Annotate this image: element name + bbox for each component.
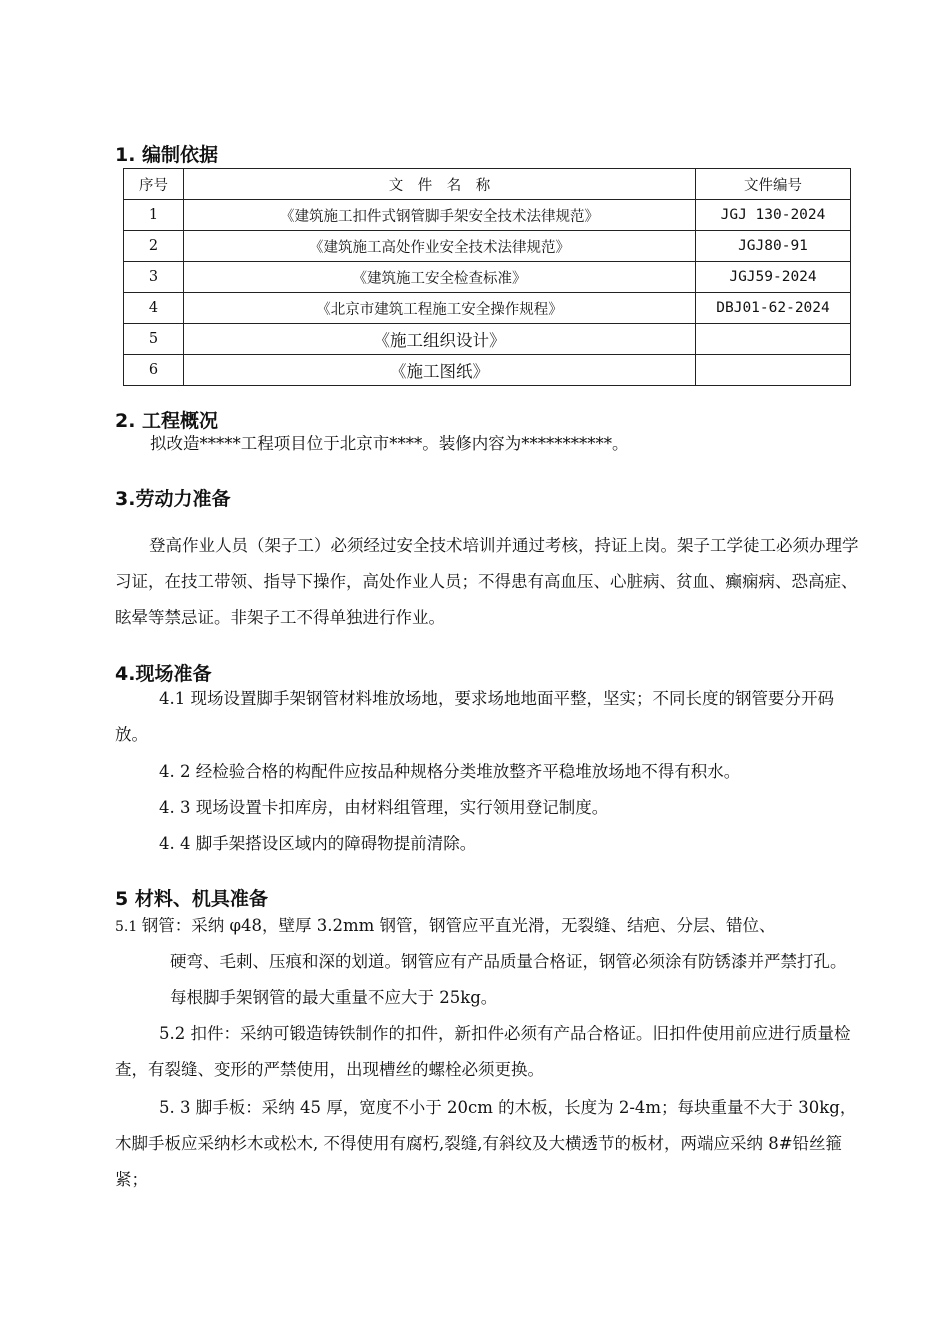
row-code: DBJ01-62-2024 [696,293,851,324]
section-4-heading: 4.现场准备 [115,663,212,685]
row-no: 5 [124,324,184,355]
basis-table [123,168,851,386]
row-name: 《建筑施工扣件式钢管脚手架安全技术法律规范》 [184,200,696,231]
row-name: 《建筑施工安全检查标准》 [184,262,696,293]
table-row [124,293,851,324]
table-row [124,324,851,355]
material-item-5-1-lead: 钢管：采纳 φ48，壁厚 3.2mm 钢管，钢管应平直光滑，无裂缝、结疤、分层、错位、 [141,916,776,935]
labor-preparation-text: 登高作业人员（架子工）必须经过安全技术培训并通过考核，持证上岗。架子工学徒工必须办理学习证，在技工带领、指导下操作，高处作业人员；不得患有高血压、心脏病、贫血、癫痫病、恐高症、眩晕等禁忌证。非架子工不得单独进行作业。 [115,536,859,627]
col-header-code: 文件编号 [696,169,851,200]
material-item-5-3: 5. 3 脚手板：采纳 45 厚，宽度不小于 20cm 的木板，长度为 2-4m；每块重量不大于 30kg，木脚手板应采纳杉木或松木, 不得使用有腐朽,裂缝,有斜纹及大横透节的板材，两端应采纳 8#铅丝箍紧； [115,1098,857,1189]
row-name: 《施工组织设计》 [184,324,696,355]
row-code: JGJ80-91 [696,231,851,262]
table-header-row [124,169,851,200]
row-code [696,355,851,386]
row-code: JGJ 130-2024 [696,200,851,231]
material-item-5-1-rest: 硬弯、毛刺、压痕和深的划道。钢管应有产品质量合格证，钢管必须涂有防锈漆并严禁打孔。每根脚手架钢管的最大重量不应大于 25kg。 [170,952,847,1007]
material-item-5-1-line1 [115,908,875,945]
site-item-4-4: 4. 4 脚手架搭设区域内的障碍物提前清除。 [159,834,477,853]
material-item-5-1-number: 5.1 [115,919,142,935]
table-row [124,200,851,231]
section-1-heading: 1. 编制依据 [115,144,219,166]
site-item-4-2: 4. 2 经检验合格的构配件应按品种规格分类堆放整齐平稳堆放场地不得有积水。 [159,762,741,781]
row-code: JGJ59-2024 [696,262,851,293]
col-header-name: 文 件 名 称 [184,169,696,200]
row-code [696,324,851,355]
col-header-no: 序号 [124,169,184,200]
table-row [124,231,851,262]
row-name: 《建筑施工高处作业安全技术法律规范》 [184,231,696,262]
table-row [124,262,851,293]
table-row [124,355,851,386]
row-no: 3 [124,262,184,293]
site-item-4-1: 4.1 现场设置脚手架钢管材料堆放场地，要求场地地面平整，坚实；不同长度的钢管要分开码放。 [115,689,834,744]
row-no: 4 [124,293,184,324]
section-3-heading: 3.劳动力准备 [115,488,231,510]
material-item-5-2: 5.2 扣件：采纳可锻造铸铁制作的扣件，新扣件必须有产品合格证。旧扣件使用前应进行质量检查，有裂缝、变形的严禁使用，出现槽丝的螺栓必须更换。 [115,1024,851,1079]
section-5-heading: 5 材料、机具准备 [115,888,268,910]
section-2-heading: 2. 工程概况 [115,410,219,432]
row-name: 《北京市建筑工程施工安全操作规程》 [184,293,696,324]
row-no: 2 [124,231,184,262]
row-no: 1 [124,200,184,231]
site-item-4-3: 4. 3 现场设置卡扣库房，由材料组管理，实行领用登记制度。 [159,798,609,817]
row-name: 《施工图纸》 [184,355,696,386]
row-no: 6 [124,355,184,386]
project-overview-text: 拟改造*****工程项目位于北京市****。装修内容为***********。 [150,434,629,453]
